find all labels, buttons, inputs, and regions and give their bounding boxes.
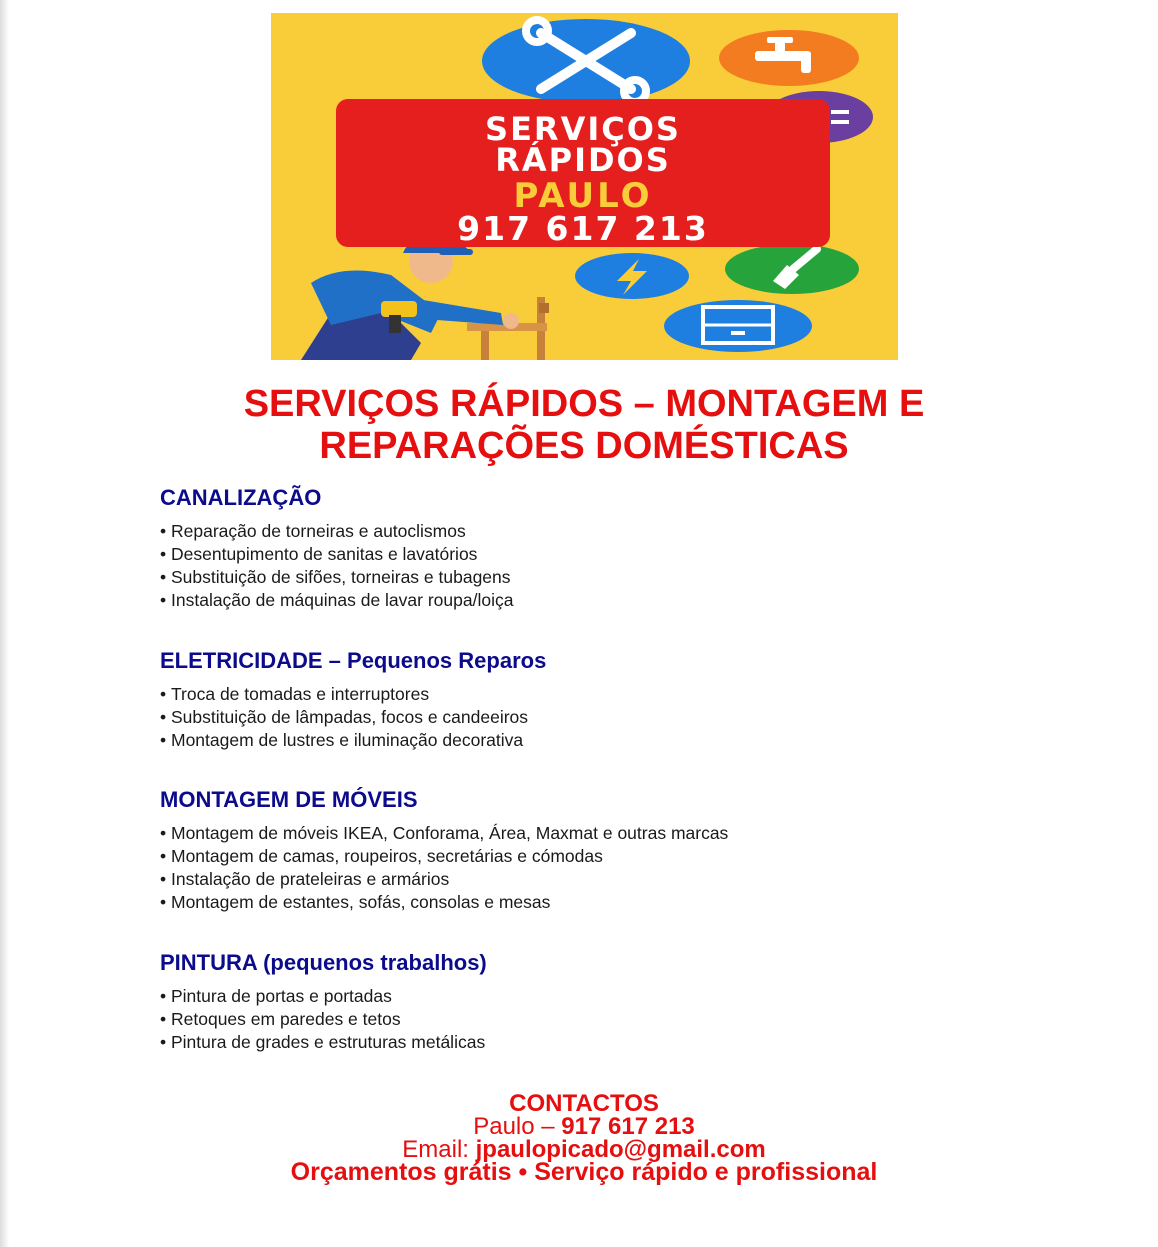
- email-label: Email:: [402, 1136, 476, 1163]
- list-item: • Montagem de lustres e iluminação decorativa: [160, 729, 1060, 752]
- banner-phone: 917 617 213: [457, 209, 709, 248]
- section-pintura: [160, 950, 1060, 1054]
- list-item: • Instalação de prateleiras e armários: [160, 868, 1060, 891]
- contact-phone-line: [150, 1115, 1018, 1138]
- section-heading: CANALIZAÇÃO: [160, 485, 322, 510]
- banner-sign: [336, 99, 830, 247]
- section-montagem-moveis: [160, 787, 1060, 914]
- title-line-1: SERVIÇOS RÁPIDOS – MONTAGEM E: [243, 383, 925, 425]
- list-item: • Montagem de móveis IKEA, Conforama, Área, Maxmat e outras marcas: [160, 822, 1060, 845]
- service-list: [160, 520, 1060, 612]
- cabinet-icon: [664, 300, 812, 352]
- section-eletricidade: [160, 648, 1060, 752]
- service-list: [160, 683, 1060, 752]
- list-item: • Instalação de máquinas de lavar roupa/loiça: [160, 589, 1060, 612]
- contact-phone[interactable]: 917 617 213: [561, 1113, 695, 1140]
- contacts-block: [150, 1092, 1018, 1184]
- handyman-illustration: [301, 235, 549, 360]
- banner-name: PAULO: [513, 176, 653, 216]
- service-list: [160, 822, 1060, 914]
- list-item: • Pintura de grades e estruturas metálicas: [160, 1031, 1060, 1054]
- banner-line-2: RÁPIDOS: [495, 141, 671, 179]
- faucet-icon: [719, 30, 859, 86]
- list-item: • Pintura de portas e portadas: [160, 985, 1060, 1008]
- section-heading: MONTAGEM DE MÓVEIS: [160, 787, 418, 812]
- section-canalizacao: [160, 485, 1060, 612]
- list-item: • Montagem de camas, roupeiros, secretárias e cómodas: [160, 845, 1060, 868]
- section-heading: PINTURA (pequenos trabalhos): [160, 950, 487, 975]
- paint-brush-icon: [725, 244, 859, 294]
- list-item: • Troca de tomadas e interruptores: [160, 683, 1060, 706]
- service-list: [160, 985, 1060, 1054]
- list-item: • Substituição de lâmpadas, focos e candeeiros: [160, 706, 1060, 729]
- list-item: • Retoques em paredes e tetos: [160, 1008, 1060, 1031]
- page-edge-shadow: [0, 0, 9, 1247]
- list-item: • Montagem de estantes, sofás, consolas e mesas: [160, 891, 1060, 914]
- section-heading: ELETRICIDADE – Pequenos Reparos: [160, 648, 547, 673]
- page-title: [150, 383, 1018, 467]
- contact-email[interactable]: jpaulopicado@gmail.com: [475, 1136, 766, 1163]
- list-item: • Substituição de sifões, torneiras e tubagens: [160, 566, 1060, 589]
- list-item: • Reparação de torneiras e autoclismos: [160, 520, 1060, 543]
- list-item: • Desentupimento de sanitas e lavatórios: [160, 543, 1060, 566]
- contact-name: Paulo –: [473, 1113, 562, 1140]
- title-line-2: REPARAÇÕES DOMÉSTICAS: [319, 425, 849, 467]
- lightning-icon: [575, 253, 689, 299]
- banner-line-1: SERVIÇOS: [485, 110, 681, 148]
- wrench-screwdriver-icon: [482, 19, 690, 103]
- banner-image: [271, 13, 898, 360]
- contacts-title: CONTACTOS: [509, 1090, 659, 1117]
- contacts-tagline: Orçamentos grátis • Serviço rápido e profissional: [290, 1158, 878, 1186]
